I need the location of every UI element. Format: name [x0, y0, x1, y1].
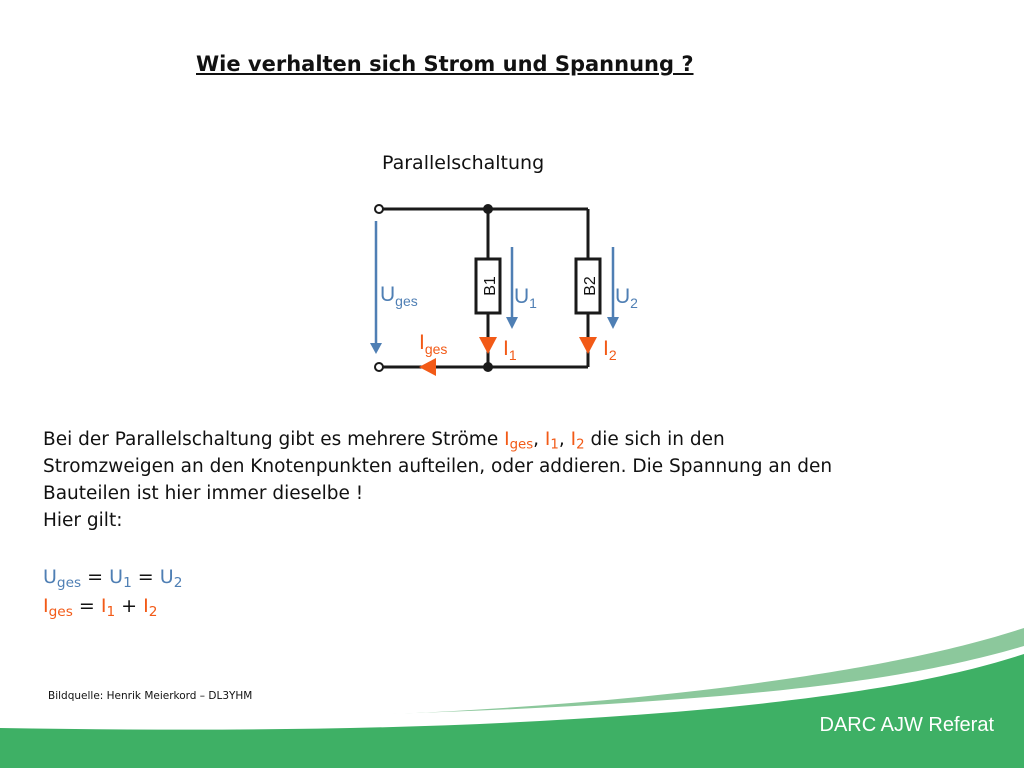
formula-term: [143, 595, 158, 620]
current-arrowhead-i1: [479, 337, 497, 354]
symbol-main: U: [43, 566, 57, 588]
explanation-paragraph: [43, 426, 1003, 534]
label-u1: U1: [514, 285, 537, 311]
text-fragment: Bei der Parallelschaltung gibt es mehrere Ströme: [43, 429, 505, 450]
component-b1-label: B1: [482, 276, 499, 296]
current-symbol-sub: 2: [576, 437, 585, 453]
label-u-total: Uges: [380, 283, 418, 309]
symbol-sub: ges: [56, 574, 82, 591]
formula-term: [109, 566, 132, 591]
node-bottom: [483, 362, 493, 372]
current-symbol-2: [570, 429, 585, 453]
formula-operator: =: [81, 566, 110, 588]
voltage-arrowhead-u2: [607, 317, 619, 329]
explanation-line-2: Stromzweigen an den Knotenpunkten aufteilen, oder addieren. Die Spannung an den: [43, 456, 833, 477]
current-symbol-main: I: [544, 429, 551, 450]
symbol-main: I: [100, 595, 107, 617]
current-symbol-sub: 1: [550, 437, 559, 453]
current-symbol-1: [544, 429, 559, 453]
voltage-arrowhead-u1: [506, 317, 518, 329]
label-i2: I2: [603, 337, 617, 363]
current-symbol-ges: [504, 429, 534, 453]
formula-operator: =: [131, 566, 160, 588]
current-symbol-main: I: [570, 429, 577, 450]
symbol-main: I: [143, 595, 149, 617]
formula-operator: =: [72, 595, 101, 617]
footer-label: DARC AJW Referat: [819, 714, 994, 736]
formula-term: [100, 595, 116, 620]
node-top: [483, 204, 493, 214]
formula-block: [43, 563, 182, 621]
label-i1: I1: [503, 337, 517, 363]
current-arrowhead-i2: [579, 337, 597, 354]
explanation-line-1: [43, 426, 1003, 453]
terminal-top: [375, 205, 383, 213]
formula-term: [159, 566, 183, 591]
explanation-line-4: Hier gilt:: [43, 510, 123, 531]
component-b2-label: B2: [582, 276, 599, 296]
explanation-line-3: Bauteilen ist hier immer dieselbe !: [43, 483, 364, 504]
text-fragment: die sich in den: [584, 429, 725, 450]
voltage-arrowhead-total: [370, 343, 382, 354]
text-fragment: ,: [558, 429, 571, 450]
symbol-main: U: [109, 566, 124, 588]
label-i-total: Iges: [419, 331, 448, 357]
symbol-sub: 2: [173, 574, 183, 591]
current-arrowhead-total: [419, 358, 436, 376]
formula-term: [43, 595, 73, 620]
terminal-bottom: [375, 363, 383, 371]
symbol-sub: 1: [106, 603, 116, 620]
symbol-main: U: [159, 566, 174, 588]
current-symbol-main: I: [504, 429, 510, 450]
symbol-sub: ges: [48, 603, 73, 620]
formula-term: [43, 566, 82, 591]
formula-voltage: [43, 563, 182, 592]
text-fragment: ,: [533, 429, 545, 450]
symbol-sub: 1: [123, 574, 132, 591]
current-symbol-sub: ges: [509, 437, 534, 453]
label-u2: U2: [615, 285, 638, 311]
image-credit: Bildquelle: Henrik Meierkord – DL3YHM: [48, 690, 253, 702]
page-title: Wie verhalten sich Strom und Spannung ?: [196, 52, 694, 76]
diagram-subtitle: Parallelschaltung: [382, 152, 545, 174]
symbol-main: I: [43, 595, 49, 617]
symbol-sub: 2: [148, 603, 158, 620]
formula-current: [43, 592, 182, 621]
formula-operator: +: [115, 595, 144, 617]
